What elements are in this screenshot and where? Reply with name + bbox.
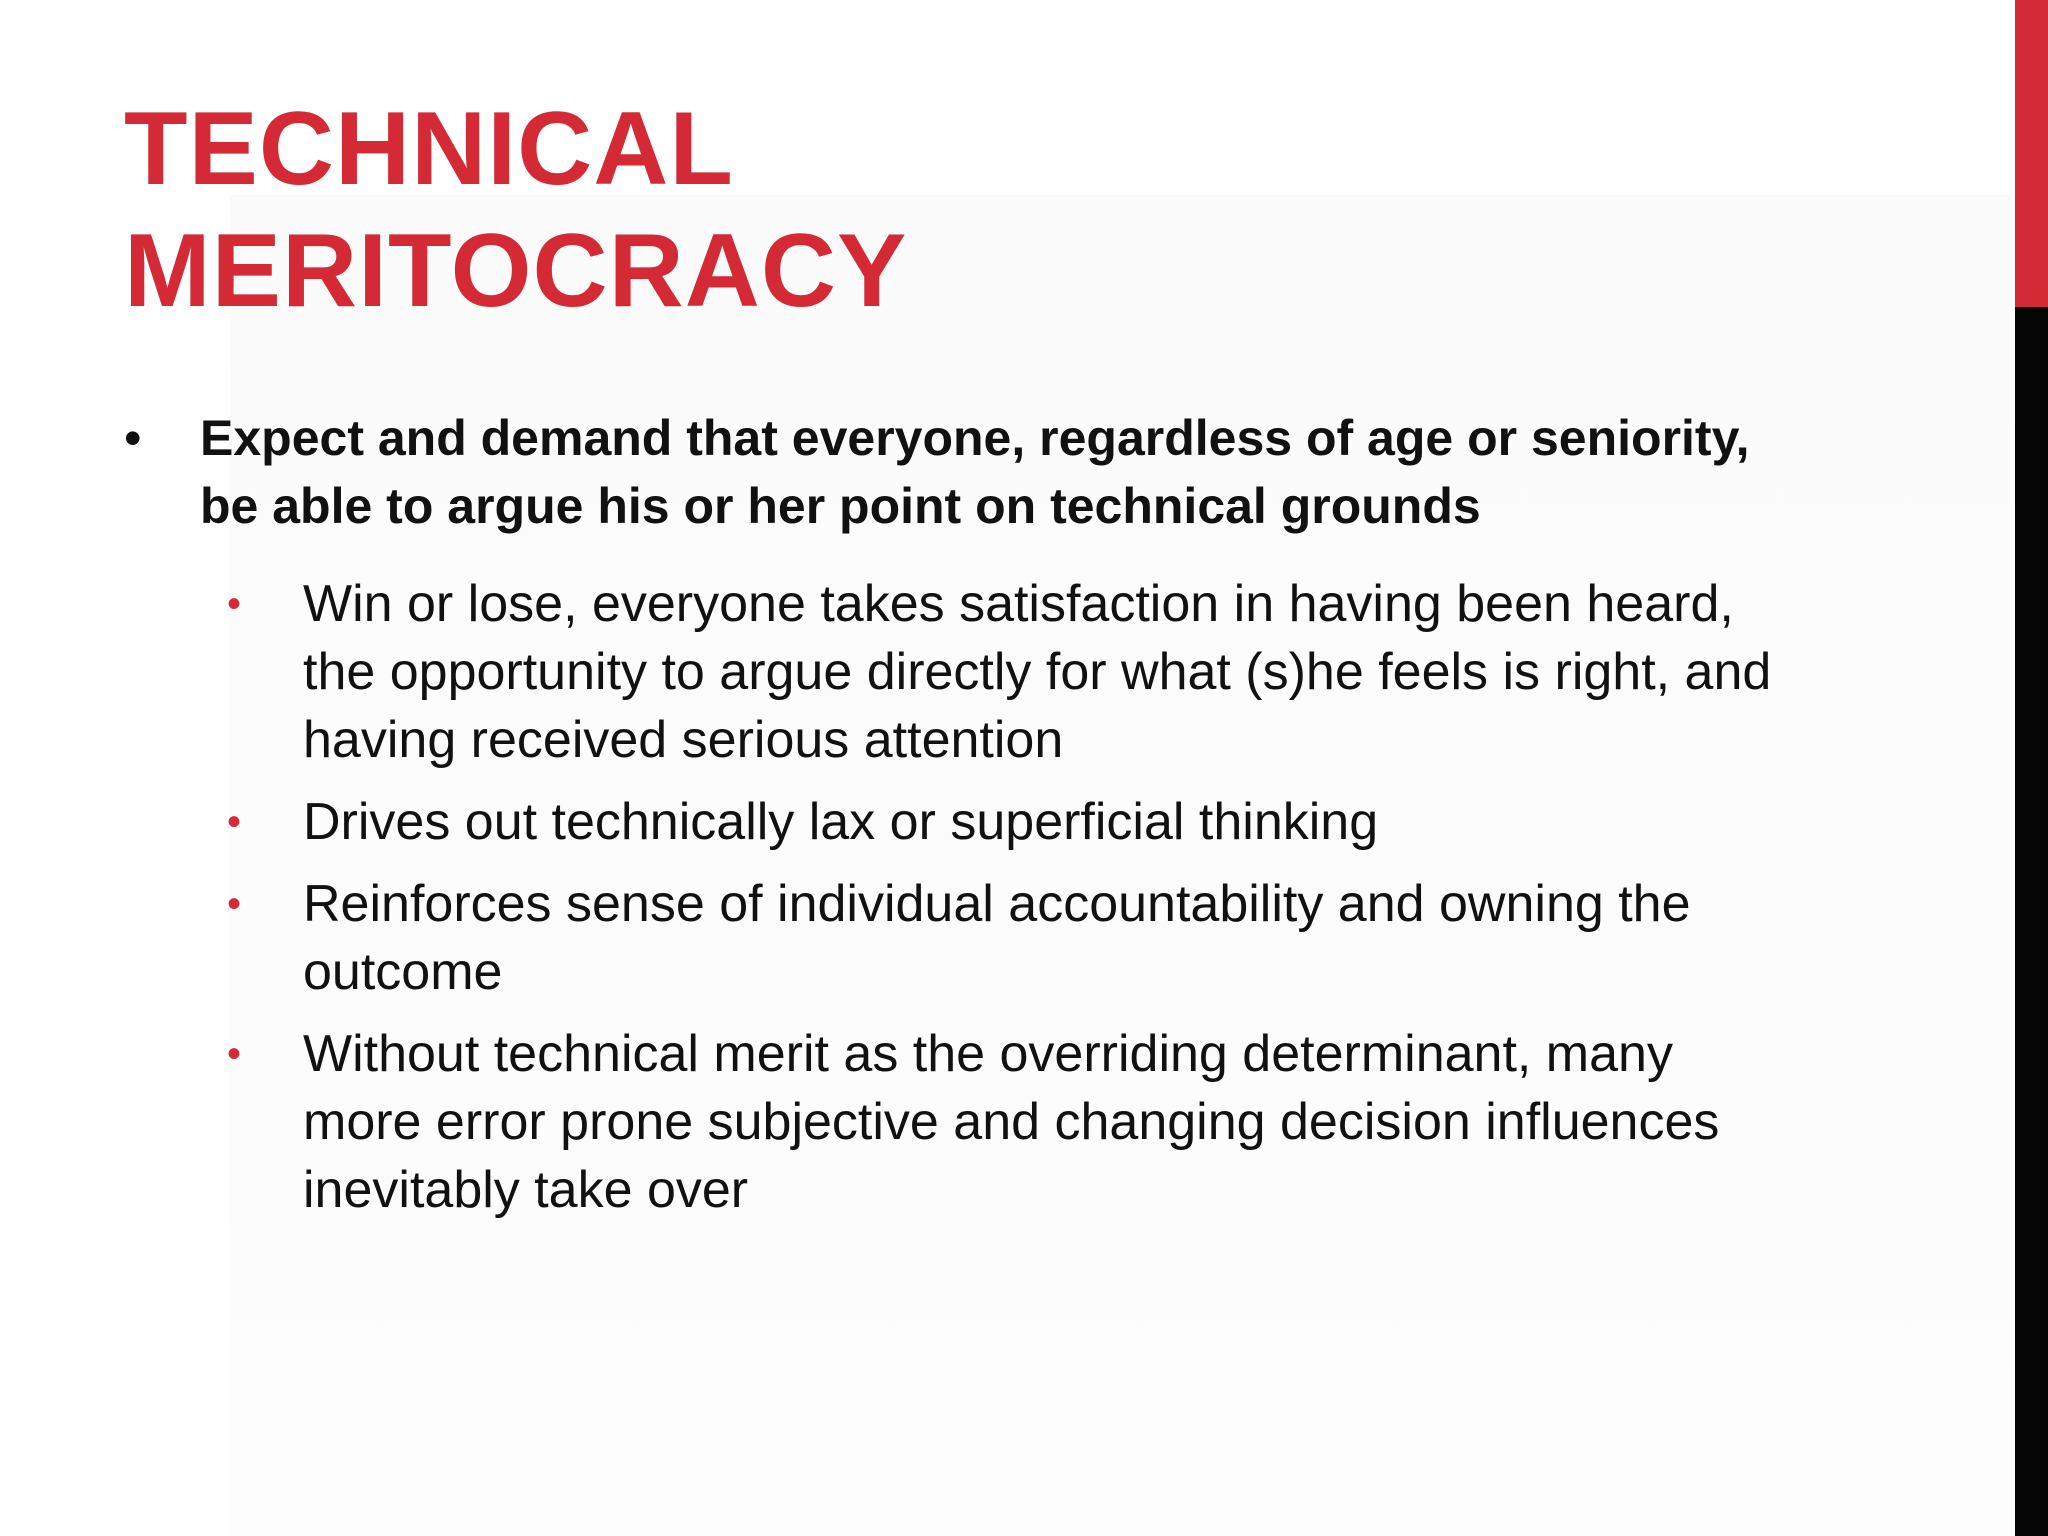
sub-bullet-text: Reinforces sense of individual accountability and owning the outcome [303, 875, 1691, 1001]
main-bullet-marker: • [124, 410, 142, 466]
main-bullet [124, 404, 1804, 540]
sub-bullet-marker: • [227, 582, 242, 626]
slide-title [124, 88, 1224, 332]
sub-bullet-3 [227, 870, 1804, 1006]
sub-bullet-1 [227, 570, 1804, 774]
slide-title-line-1: TECHNICAL [124, 91, 734, 207]
sub-bullet-text: Drives out technically lax or superficial thinking [303, 793, 1379, 851]
sub-bullet-2 [227, 788, 1804, 856]
sub-bullet-text: Without technical merit as the overriding determinant, many more error prone subjective and changing decision influences inevitably take over [303, 1025, 1720, 1219]
sub-bullet-marker: • [227, 1032, 242, 1076]
sub-bullet-4 [227, 1020, 1804, 1224]
slide-content [124, 404, 1804, 1238]
side-accent-bar-red [2015, 0, 2048, 307]
sub-bullet-marker: • [227, 882, 242, 926]
sub-bullet-marker: • [227, 800, 242, 844]
side-accent-bar-black [2015, 307, 2048, 1536]
slide-title-line-2: MERITOCRACY [124, 213, 908, 329]
sub-bullet-text: Win or lose, everyone takes satisfaction in having been heard, the opportunity to argue directly for what (s)he feels is right, and having received serious attention [303, 575, 1772, 769]
main-bullet-text: Expect and demand that everyone, regardless of age or seniority, be able to argue his or her point on technical grounds [200, 410, 1750, 534]
